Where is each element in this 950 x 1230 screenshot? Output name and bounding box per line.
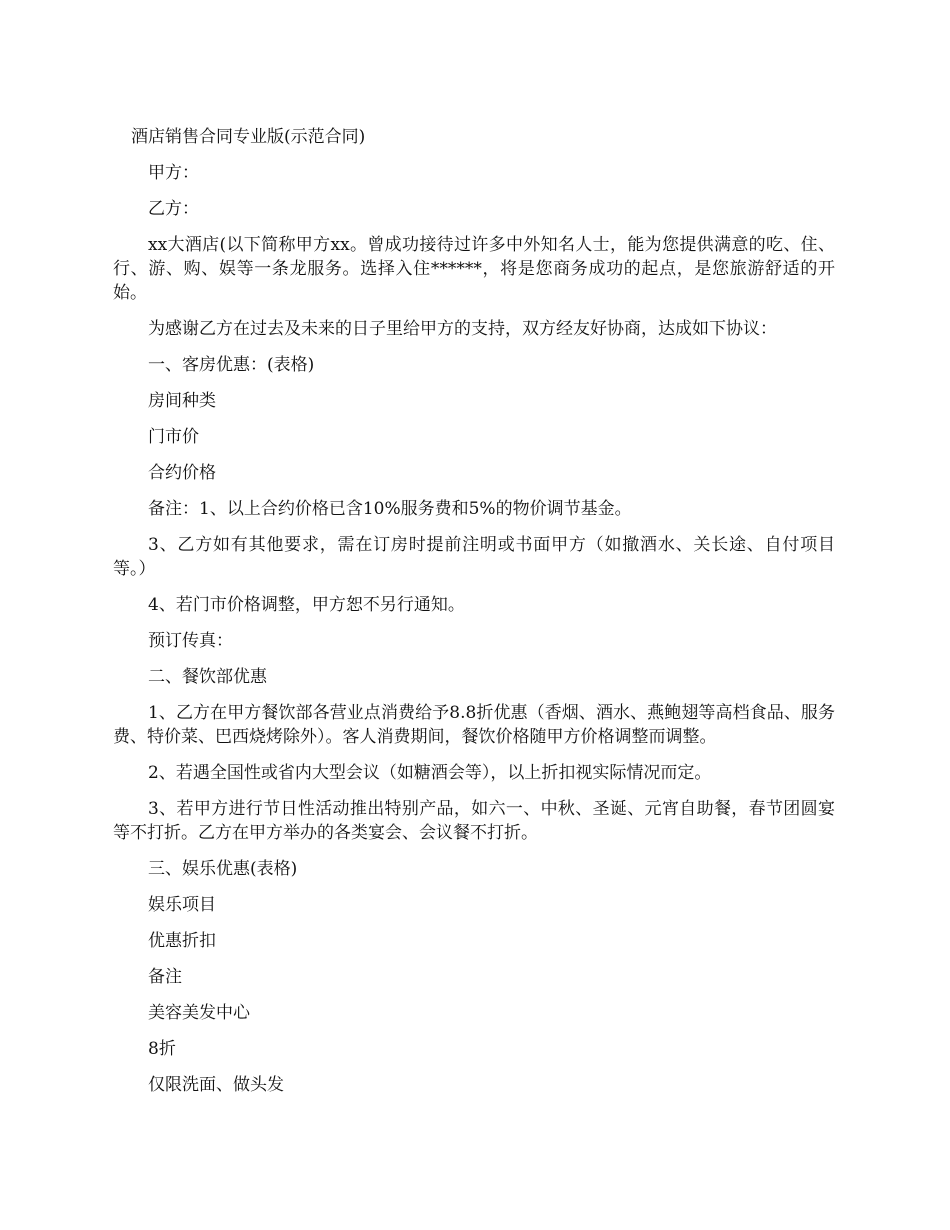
agreement-preamble: 为感谢乙方在过去及未来的日子里给甲方的支持，双方经友好协商，达成如下协议： (148, 319, 777, 339)
salon-center-item: 美容美发中心 (148, 1003, 250, 1023)
document-body (113, 161, 835, 1109)
note-item-1: 备注：1、以上合约价格已含10%服务费和5%的物价调节基金。 (148, 499, 632, 519)
section-entertainment-discount: 三、娱乐优惠(表格) (148, 859, 298, 879)
discount-rate-label: 优惠折扣 (148, 931, 216, 951)
dining-clause-1: 1、乙方在甲方餐饮部各营业点消费给予8.8折优惠（香烟、酒水、燕鲍翅等高档食品、服务费、特价菜、巴西烧烤除外）。客人消费期间，餐饮价格随甲方价格调整而调整。 (113, 703, 835, 747)
booking-fax-line: 预订传真： (148, 631, 233, 651)
note-item-3: 3、乙方如有其他要求，需在订房时提前注明或书面甲方（如撤酒水、关长途、自付项目等。） (113, 535, 835, 579)
dining-clause-2: 2、若遇全国性或省内大型会议（如糖酒会等），以上折扣视实际情况而定。 (148, 763, 712, 783)
party-b-line: 乙方： (148, 199, 199, 219)
remarks-label: 备注 (148, 967, 182, 987)
salon-discount-value: 8折 (148, 1039, 176, 1059)
room-type-label: 房间种类 (148, 391, 216, 411)
dining-clause-3: 3、若甲方进行节日性活动推出特别产品，如六一、中秋、圣诞、元宵自助餐，春节团圆宴等不打折。乙方在甲方举办的各类宴会、会议餐不打折。 (113, 799, 835, 843)
section-room-discount: 一、客房优惠：(表格) (148, 355, 315, 375)
document-title: 酒店销售合同专业版(示范合同) (131, 127, 366, 147)
rack-rate-label: 门市价 (148, 427, 199, 447)
party-a-line: 甲方： (148, 163, 199, 183)
note-item-4: 4、若门市价格调整，甲方恕不另行通知。 (148, 595, 465, 615)
hotel-introduction: xx大酒店(以下简称甲方xx。曾成功接待过许多中外知名人士，能为您提供满意的吃、住、行、游、购、娱等一条龙服务。选择入住******，将是您商务成功的起点，是您旅游舒适的开始。 (113, 235, 835, 303)
section-dining-discount: 二、餐饮部优惠 (148, 667, 267, 687)
entertainment-item-label: 娱乐项目 (148, 895, 216, 915)
salon-remark: 仅限洗面、做头发 (148, 1075, 284, 1095)
contract-rate-label: 合约价格 (148, 463, 216, 483)
